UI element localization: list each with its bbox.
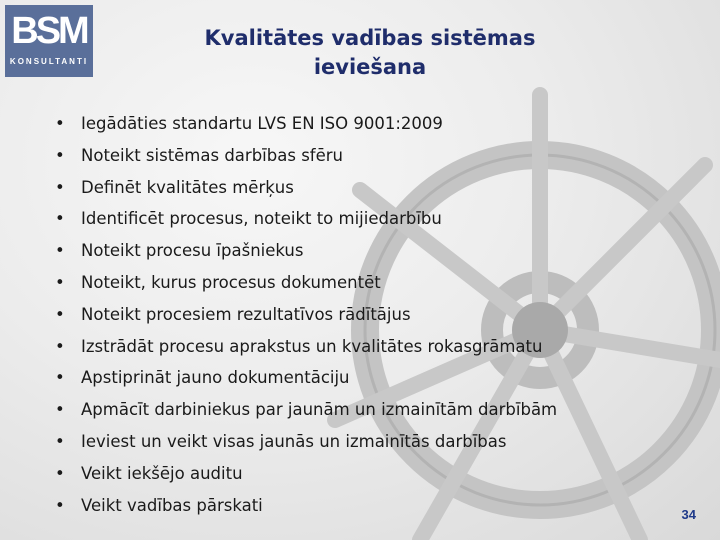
logo-subtitle: KONSULTANTI (9, 57, 89, 66)
bullet-list (55, 108, 695, 521)
bullet-item: • Veikt vadības pārskati (55, 490, 695, 522)
bullet-item: • Apmācīt darbiniekus par jaunām un izmainītām darbībām (55, 394, 695, 426)
company-logo (5, 5, 93, 77)
slide-title-line-2: ieviešana (313, 55, 427, 79)
page-number: 34 (681, 507, 696, 522)
logo-mark: BSM (11, 10, 87, 52)
bullet-item: • Noteikt procesiem rezultatīvos rādītājus (55, 299, 695, 331)
bullet-item: • Definēt kvalitātes mērķus (55, 172, 695, 204)
bullet-item: • Ieviest un veikt visas jaunās un izmainītās darbības (55, 426, 695, 458)
bullet-item: • Izstrādāt procesu aprakstus un kvalitātes rokasgrāmatu (55, 331, 695, 363)
bullet-item: • Noteikt sistēmas darbības sfēru (55, 140, 695, 172)
slide-title-line-1: Kvalitātes vadības sistēmas (204, 26, 536, 50)
bullet-item: • Apstiprināt jauno dokumentāciju (55, 362, 695, 394)
bullet-item: • Noteikt, kurus procesus dokumentēt (55, 267, 695, 299)
bullet-item: • Veikt iekšējo auditu (55, 458, 695, 490)
bullet-item: • Identificēt procesus, noteikt to mijiedarbību (55, 203, 695, 235)
slide-title (150, 24, 590, 82)
bullet-item: • Iegādāties standartu LVS EN ISO 9001:2009 (55, 108, 695, 140)
bullet-item: • Noteikt procesu īpašniekus (55, 235, 695, 267)
